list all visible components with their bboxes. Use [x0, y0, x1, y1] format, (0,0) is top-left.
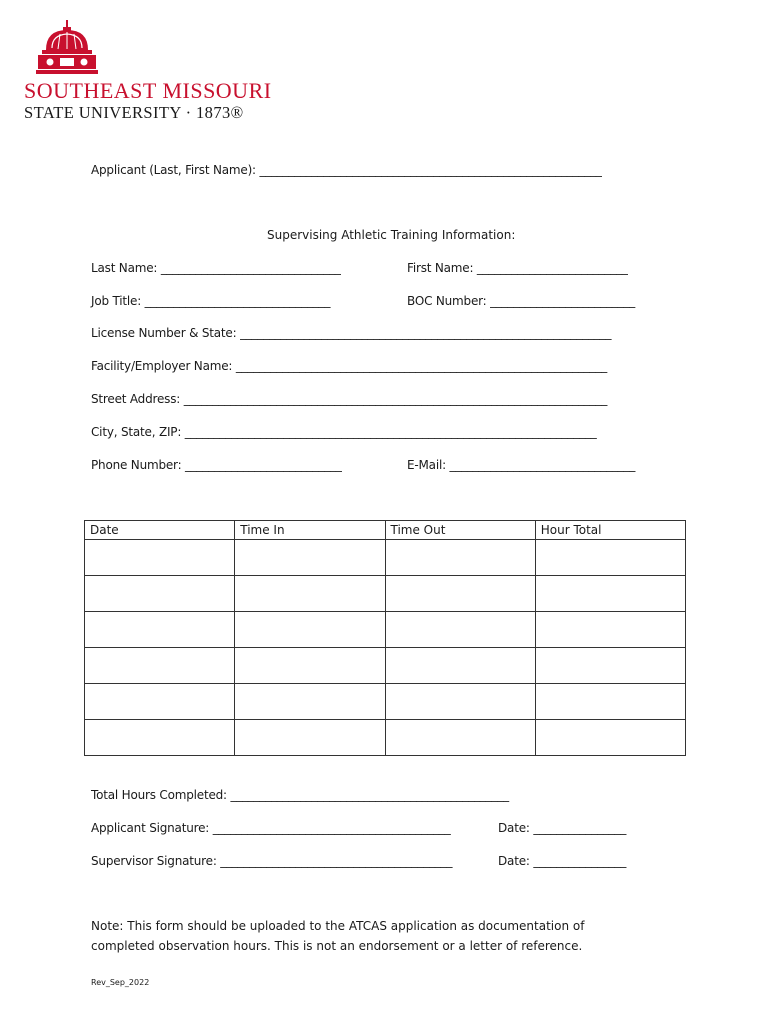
- table-row: [85, 612, 686, 648]
- cell-time-in[interactable]: [235, 540, 385, 576]
- street-address-field[interactable]: Street Address: _________________________________________________________________________: [91, 392, 608, 406]
- applicant-signature-field[interactable]: Applicant Signature: _________________________________________: [91, 821, 451, 835]
- city-state-zip-field[interactable]: City, State, ZIP: _______________________________________________________________________: [91, 425, 597, 439]
- university-logo: [22, 20, 282, 130]
- cell-time-in[interactable]: [235, 648, 385, 684]
- boc-number-field[interactable]: BOC Number: _________________________: [407, 294, 636, 308]
- cell-hour-total[interactable]: [535, 540, 685, 576]
- dome-icon: [36, 20, 98, 76]
- header-date: Date: [85, 521, 235, 540]
- logo-wordmark-line1: SOUTHEAST MISSOURI: [24, 78, 272, 103]
- job-title-field[interactable]: Job Title: ________________________________: [91, 294, 331, 308]
- cell-time-in[interactable]: [235, 720, 385, 756]
- cell-date[interactable]: [85, 576, 235, 612]
- logo-wordmark-line2: STATE UNIVERSITY · 1873®: [24, 103, 244, 122]
- facility-field[interactable]: Facility/Employer Name: ________________________________________________________________: [91, 359, 608, 373]
- cell-hour-total[interactable]: [535, 684, 685, 720]
- header-hour-total: Hour Total: [535, 521, 685, 540]
- table-header-row: [85, 521, 686, 540]
- cell-time-out[interactable]: [385, 720, 535, 756]
- cell-time-out[interactable]: [385, 540, 535, 576]
- cell-time-out[interactable]: [385, 684, 535, 720]
- cell-hour-total[interactable]: [535, 612, 685, 648]
- last-name-field[interactable]: Last Name: _______________________________: [91, 261, 341, 275]
- cell-time-out[interactable]: [385, 648, 535, 684]
- supervisor-signature-field[interactable]: Supervisor Signature: ________________________________________: [91, 854, 453, 868]
- phone-number-field[interactable]: Phone Number: ___________________________: [91, 458, 342, 472]
- hours-log-table: [84, 520, 686, 756]
- total-hours-field[interactable]: Total Hours Completed: ________________________________________________: [91, 788, 509, 802]
- cell-time-in[interactable]: [235, 684, 385, 720]
- cell-time-in[interactable]: [235, 576, 385, 612]
- header-time-in: Time In: [235, 521, 385, 540]
- table-row: [85, 576, 686, 612]
- cell-hour-total[interactable]: [535, 576, 685, 612]
- cell-date[interactable]: [85, 720, 235, 756]
- applicant-date-field[interactable]: Date: ________________: [498, 821, 627, 835]
- supervisor-date-field[interactable]: Date: ________________: [498, 854, 627, 868]
- table-row: [85, 540, 686, 576]
- table-row: [85, 720, 686, 756]
- cell-date[interactable]: [85, 612, 235, 648]
- first-name-field[interactable]: First Name: __________________________: [407, 261, 628, 275]
- table-row: [85, 684, 686, 720]
- header-time-out: Time Out: [385, 521, 535, 540]
- cell-date[interactable]: [85, 684, 235, 720]
- license-field[interactable]: License Number & State: ________________________________________________________________: [91, 326, 612, 340]
- cell-hour-total[interactable]: [535, 720, 685, 756]
- cell-time-in[interactable]: [235, 612, 385, 648]
- cell-date[interactable]: [85, 648, 235, 684]
- cell-hour-total[interactable]: [535, 648, 685, 684]
- revision-label: Rev_Sep_2022: [91, 978, 150, 987]
- applicant-name-field[interactable]: Applicant (Last, First Name): ___________________________________________________________: [91, 163, 602, 177]
- cell-date[interactable]: [85, 540, 235, 576]
- form-note: Note: This form should be uploaded to the ATCAS application as documentation of completed observation hours. This is not an endorsement or a letter of reference.: [91, 919, 585, 953]
- section-title: Supervising Athletic Training Information:: [267, 228, 516, 242]
- cell-time-out[interactable]: [385, 612, 535, 648]
- cell-time-out[interactable]: [385, 576, 535, 612]
- table-row: [85, 648, 686, 684]
- email-field[interactable]: E-Mail: ________________________________: [407, 458, 636, 472]
